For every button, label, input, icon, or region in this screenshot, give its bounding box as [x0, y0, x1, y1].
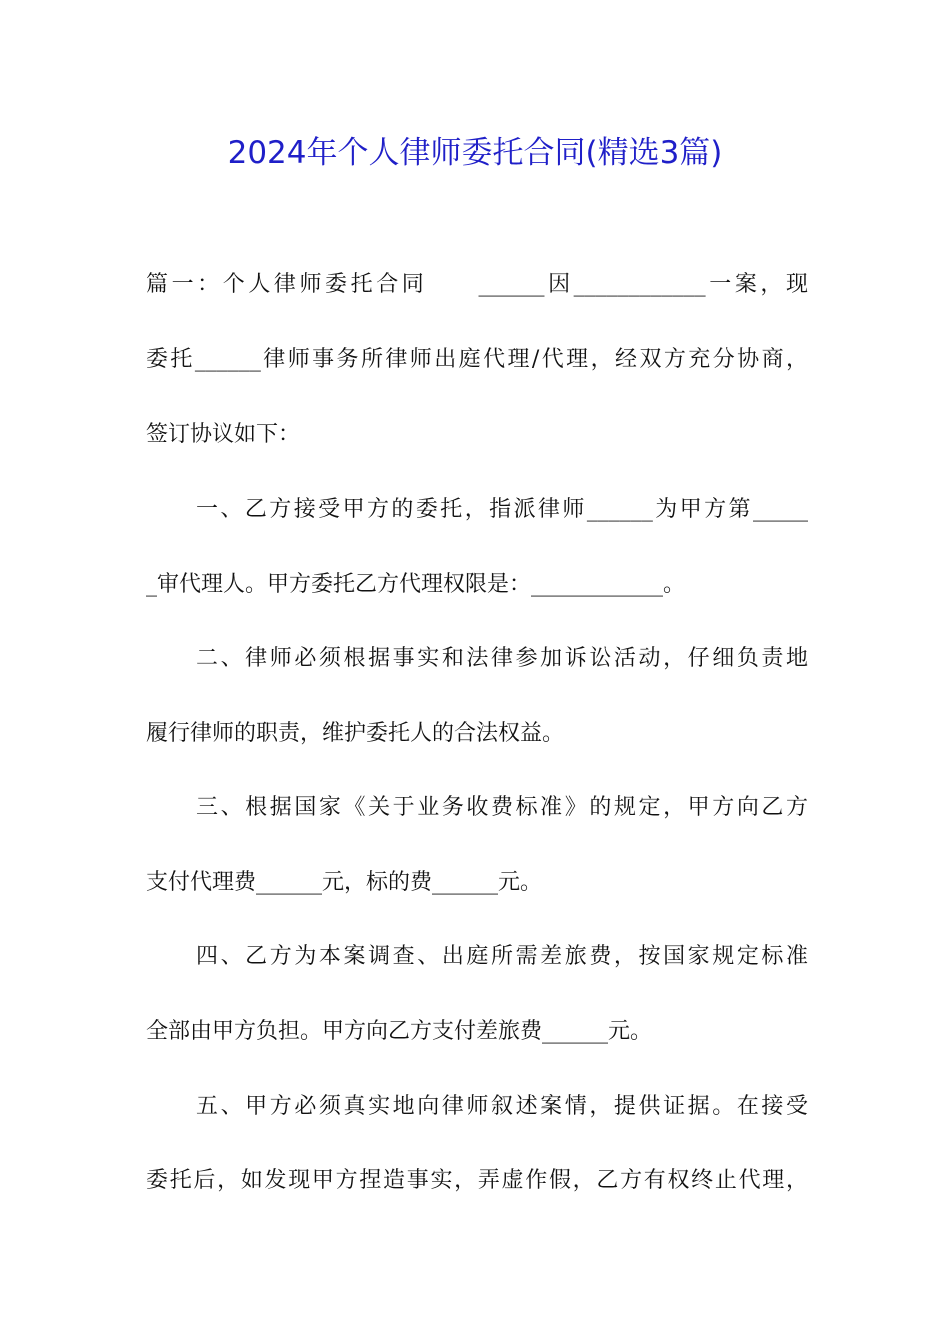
text-line-12: 五、甲方必须真实地向律师叙述案情，提供证据。在接受 — [196, 1094, 808, 1119]
text-line-11: 全部由甲方负担。甲方向乙方支付差旅费______元。 — [146, 1019, 653, 1044]
text-line-6: 二、律师必须根据事实和法律参加诉讼活动，仔细负责地 — [196, 646, 808, 671]
text-line-1: 篇一：个人律师委托合同 ______因____________一案，现 — [146, 272, 808, 297]
text-line-3: 签订协议如下： — [146, 422, 301, 447]
text-line-13: 委托后，如发现甲方捏造事实，弄虚作假，乙方有权终止代理， — [146, 1168, 808, 1193]
text-line-5: _审代理人。甲方委托乙方代理权限是：____________。 — [146, 572, 686, 597]
text-line-8: 三、根据国家《关于业务收费标准》的规定，甲方向乙方 — [196, 795, 808, 820]
text-line-10: 四、乙方为本案调查、出庭所需差旅费，按国家规定标准 — [196, 944, 808, 969]
text-line-4: 一、乙方接受甲方的委托，指派律师______为甲方第_____ — [196, 497, 808, 522]
text-line-7: 履行律师的职责，维护委托人的合法权益。 — [146, 721, 565, 746]
document-title: 2024年个人律师委托合同(精选3篇) — [227, 135, 723, 171]
text-line-2: 委托______律师事务所律师出庭代理/代理，经双方充分协商， — [146, 347, 808, 372]
text-line-9: 支付代理费______元，标的费______元。 — [146, 870, 543, 895]
